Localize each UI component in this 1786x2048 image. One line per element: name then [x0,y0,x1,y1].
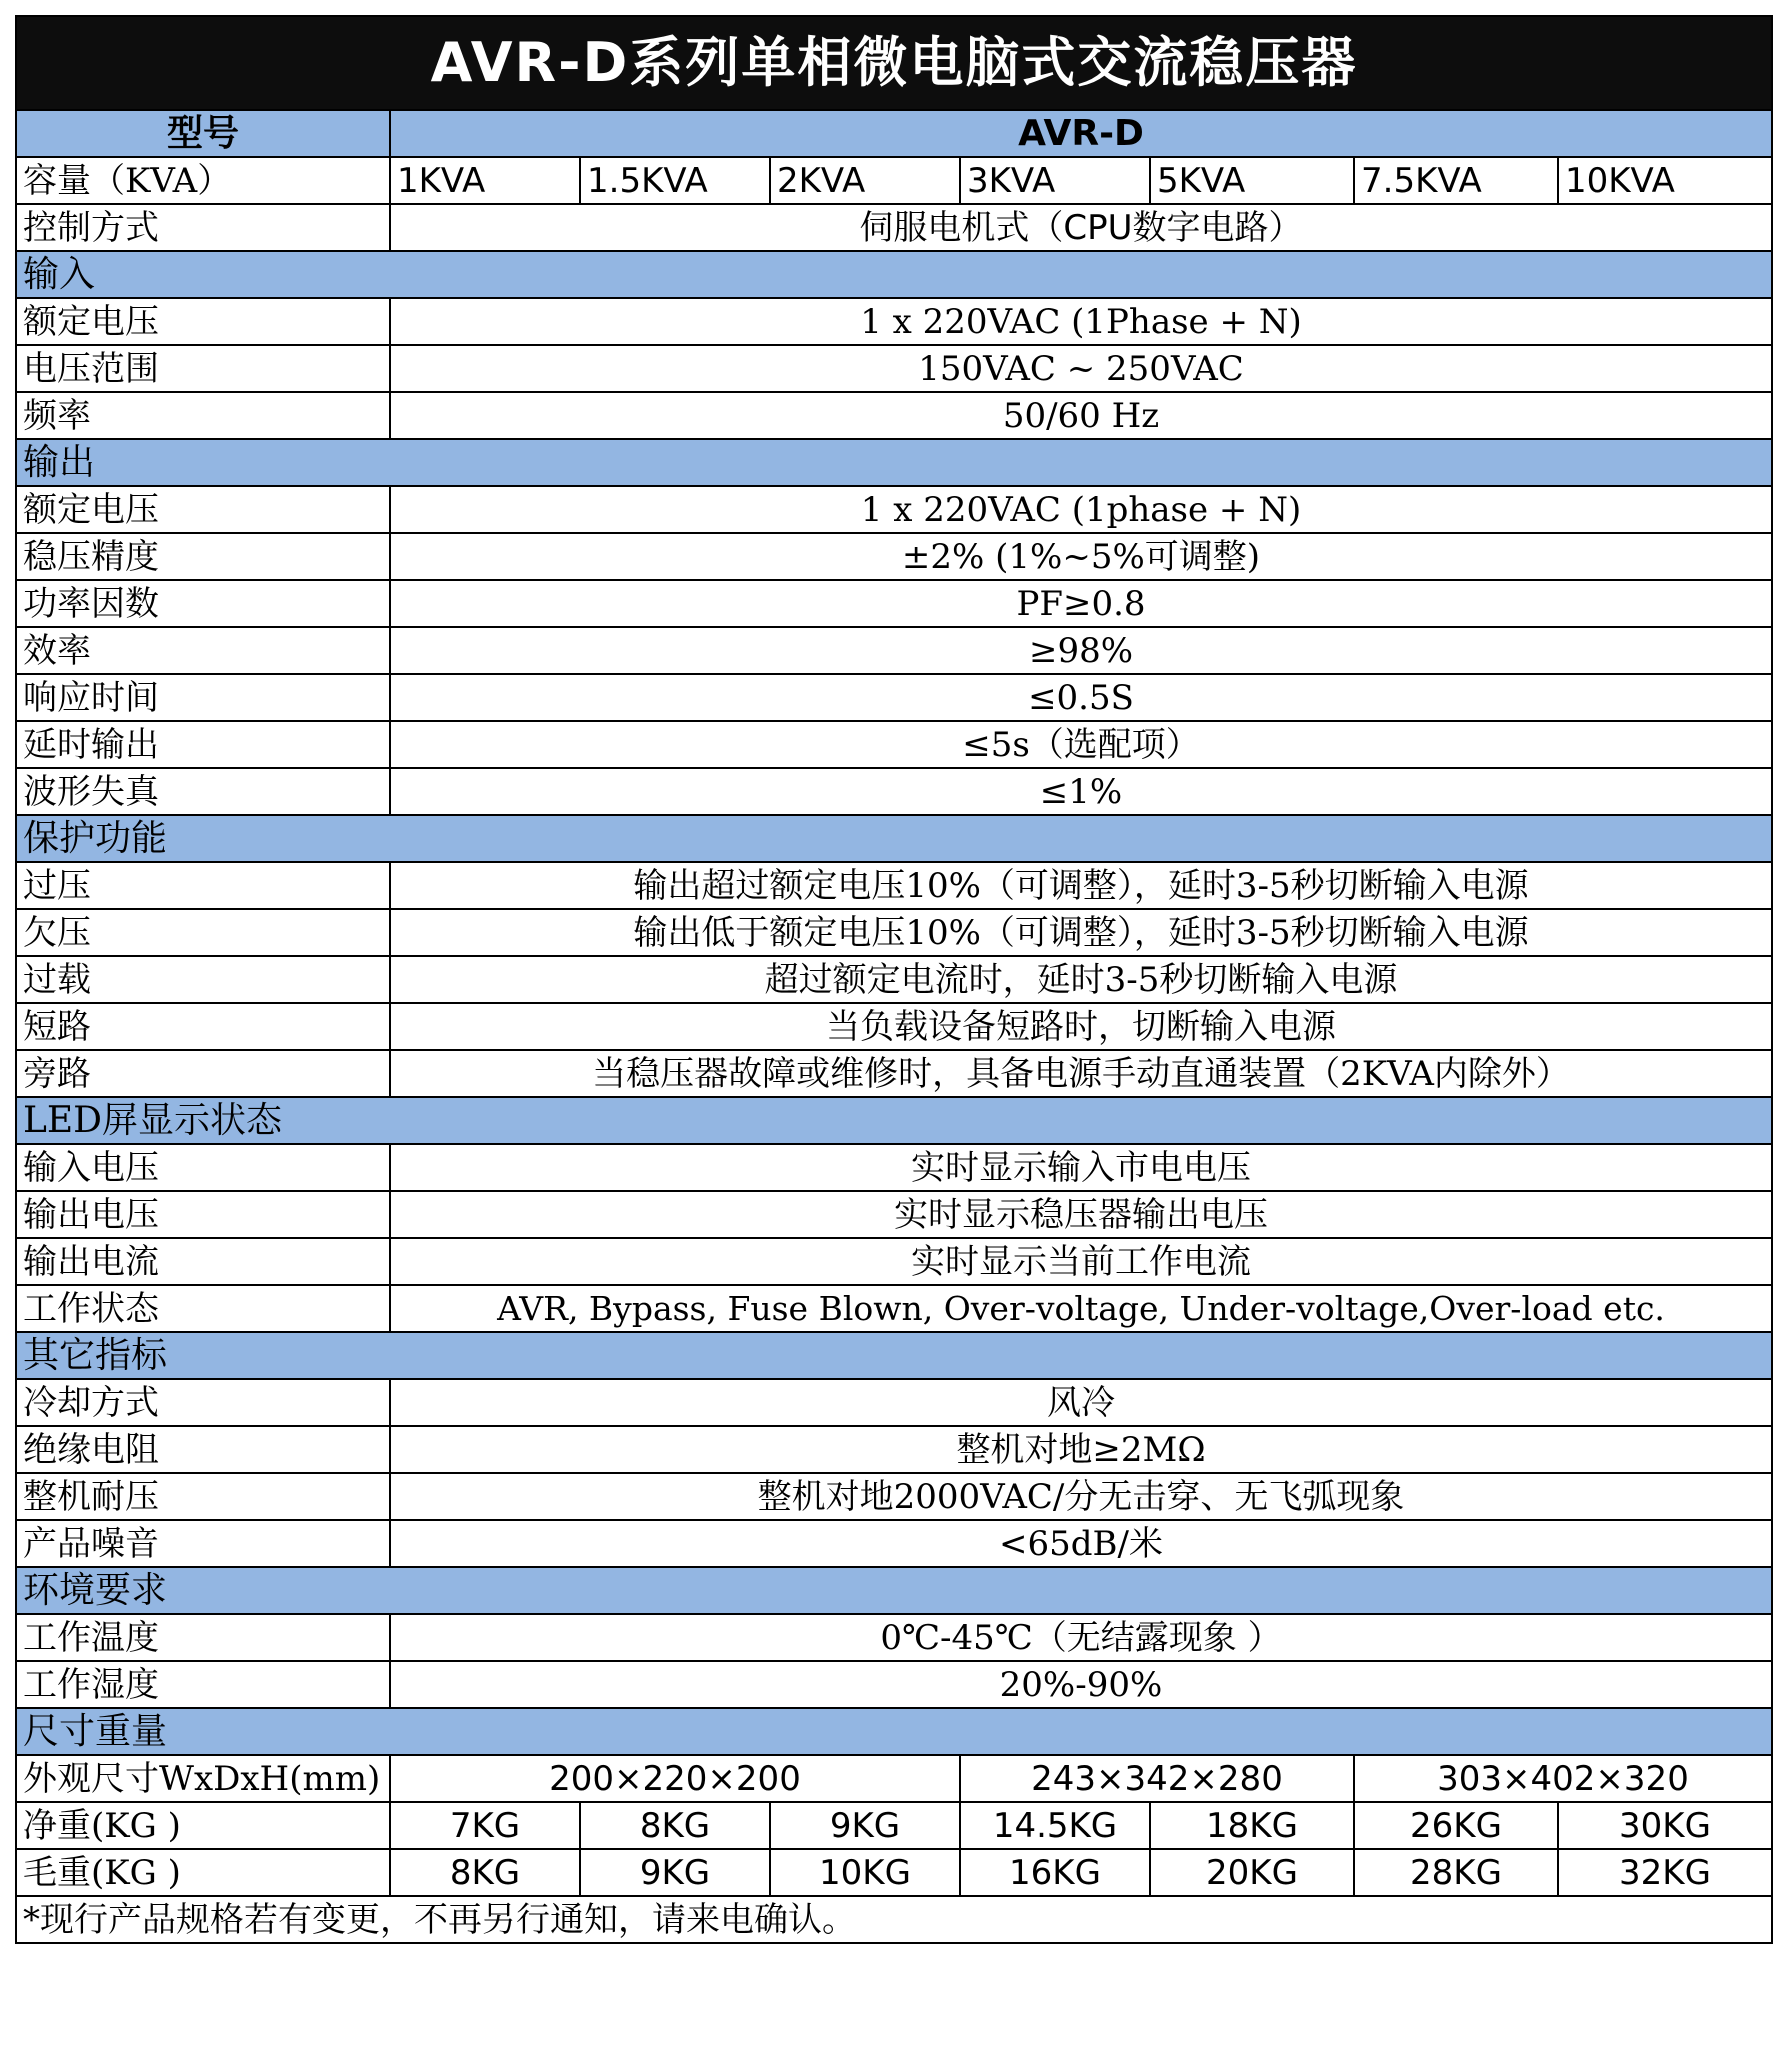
spec-row [16,298,1772,345]
spec-row [16,1050,1772,1097]
capacity-cell: 2KVA [770,157,960,204]
gross-weight-cell: 32KG [1558,1849,1772,1896]
dimensions-cell: 243×342×280 [960,1755,1354,1802]
spec-value: <65dB/米 [390,1520,1772,1567]
spec-label: 稳压精度 [16,533,390,580]
gross-weight-cell: 20KG [1150,1849,1354,1896]
gross-weight-row [16,1849,1772,1896]
spec-value: 0℃-45℃（无结露现象 ） [390,1614,1772,1661]
section-title: 环境要求 [16,1567,1772,1614]
spec-row [16,956,1772,1003]
spec-label: 频率 [16,392,390,439]
net-weight-cell: 8KG [580,1802,770,1849]
control-label: 控制方式 [16,204,390,251]
title-row [16,16,1772,110]
spec-label: 绝缘电阻 [16,1426,390,1473]
spec-value: 实时显示输入市电电压 [390,1144,1772,1191]
section-header-row [16,815,1772,862]
dimensions-cell: 200×220×200 [390,1755,960,1802]
net-weight-cell: 7KG [390,1802,580,1849]
spec-label: 输出电流 [16,1238,390,1285]
section-title: 其它指标 [16,1332,1772,1379]
spec-row [16,862,1772,909]
capacity-cell: 10KVA [1558,157,1772,204]
spec-row [16,1473,1772,1520]
net-weight-label: 净重(KG ) [16,1802,390,1849]
spec-value: 实时显示当前工作电流 [390,1238,1772,1285]
spec-label: 短路 [16,1003,390,1050]
spec-value: ≤1% [390,768,1772,815]
spec-value: 输出低于额定电压10%（可调整），延时3-5秒切断输入电源 [390,909,1772,956]
control-value: 伺服电机式（CPU数字电路） [390,204,1772,251]
spec-row [16,1379,1772,1426]
spec-label: 效率 [16,627,390,674]
footnote: *现行产品规格若有变更，不再另行通知，请来电确认。 [16,1896,1772,1943]
gross-weight-label: 毛重(KG ) [16,1849,390,1896]
section-header-row [16,1097,1772,1144]
spec-value: 整机对地2000VAC/分无击穿、无飞弧现象 [390,1473,1772,1520]
spec-label: 波形失真 [16,768,390,815]
spec-label: 工作温度 [16,1614,390,1661]
section-title: 尺寸重量 [16,1708,1772,1755]
spec-value: ≥98% [390,627,1772,674]
spec-row [16,486,1772,533]
spec-value: 1 x 220VAC (1Phase + N) [390,298,1772,345]
capacity-cell: 7.5KVA [1354,157,1558,204]
spec-value: 整机对地≥2MΩ [390,1426,1772,1473]
section-title: LED屏显示状态 [16,1097,1772,1144]
spec-label: 电压范围 [16,345,390,392]
spec-label: 整机耐压 [16,1473,390,1520]
net-weight-cell: 26KG [1354,1802,1558,1849]
spec-label: 输入电压 [16,1144,390,1191]
capacity-label: 容量（KVA） [16,157,390,204]
spec-label: 输出电压 [16,1191,390,1238]
spec-label: 功率因数 [16,580,390,627]
spec-row [16,721,1772,768]
spec-value: 50/60 Hz [390,392,1772,439]
spec-label: 延时输出 [16,721,390,768]
net-weight-row [16,1802,1772,1849]
spec-label: 额定电压 [16,298,390,345]
section-header-row [16,1708,1772,1755]
spec-value: 输出超过额定电压10%（可调整），延时3-5秒切断输入电源 [390,862,1772,909]
section-header-row [16,439,1772,486]
spec-table-body [16,16,1772,1943]
dimensions-cell: 303×402×320 [1354,1755,1772,1802]
spec-row [16,345,1772,392]
spec-value: 20%-90% [390,1661,1772,1708]
gross-weight-cell: 28KG [1354,1849,1558,1896]
spec-row [16,1614,1772,1661]
net-weight-cell: 18KG [1150,1802,1354,1849]
spec-value: AVR, Bypass, Fuse Blown, Over-voltage, Under-voltage,Over-load etc. [390,1285,1772,1332]
spec-label: 产品噪音 [16,1520,390,1567]
section-header-row [16,1567,1772,1614]
spec-value: 超过额定电流时，延时3-5秒切断输入电源 [390,956,1772,1003]
capacity-cell: 3KVA [960,157,1150,204]
capacity-cell: 1.5KVA [580,157,770,204]
spec-label: 冷却方式 [16,1379,390,1426]
gross-weight-cell: 16KG [960,1849,1150,1896]
spec-row [16,392,1772,439]
spec-row [16,533,1772,580]
gross-weight-cell: 9KG [580,1849,770,1896]
spec-value: PF≥0.8 [390,580,1772,627]
spec-label: 工作状态 [16,1285,390,1332]
section-title: 输出 [16,439,1772,486]
spec-row [16,768,1772,815]
capacity-cell: 5KVA [1150,157,1354,204]
page-title: AVR-D系列单相微电脑式交流稳压器 [16,16,1772,110]
section-title: 输入 [16,251,1772,298]
spec-row [16,580,1772,627]
spec-label: 过载 [16,956,390,1003]
spec-label: 旁路 [16,1050,390,1097]
spec-value: 150VAC ~ 250VAC [390,345,1772,392]
spec-row [16,1285,1772,1332]
spec-value: ≤5s（选配项） [390,721,1772,768]
model-label: 型号 [16,110,390,157]
footnote-row [16,1896,1772,1943]
spec-value: ≤0.5S [390,674,1772,721]
spec-value: 当负载设备短路时，切断输入电源 [390,1003,1772,1050]
spec-row [16,1003,1772,1050]
spec-label: 工作湿度 [16,1661,390,1708]
section-title: 保护功能 [16,815,1772,862]
dimensions-row [16,1755,1772,1802]
model-row [16,110,1772,157]
spec-label: 响应时间 [16,674,390,721]
spec-value: 1 x 220VAC (1phase + N) [390,486,1772,533]
gross-weight-cell: 10KG [770,1849,960,1896]
control-row [16,204,1772,251]
section-header-row [16,251,1772,298]
section-header-row [16,1332,1772,1379]
spec-row [16,1426,1772,1473]
spec-value: 当稳压器故障或维修时，具备电源手动直通装置（2KVA内除外） [390,1050,1772,1097]
capacity-row [16,157,1772,204]
spec-row [16,1238,1772,1285]
capacity-cell: 1KVA [390,157,580,204]
spec-row [16,1520,1772,1567]
model-value: AVR-D [390,110,1772,157]
spec-value: ±2% (1%~5%可调整) [390,533,1772,580]
spec-row [16,909,1772,956]
spec-row [16,1144,1772,1191]
spec-row [16,627,1772,674]
spec-value: 风冷 [390,1379,1772,1426]
spec-row [16,1191,1772,1238]
net-weight-cell: 14.5KG [960,1802,1150,1849]
spec-label: 欠压 [16,909,390,956]
spec-row [16,674,1772,721]
gross-weight-cell: 8KG [390,1849,580,1896]
net-weight-cell: 9KG [770,1802,960,1849]
dimensions-label: 外观尺寸WxDxH(mm) [16,1755,390,1802]
spec-value: 实时显示稳压器输出电压 [390,1191,1772,1238]
spec-row [16,1661,1772,1708]
spec-label: 额定电压 [16,486,390,533]
spec-label: 过压 [16,862,390,909]
net-weight-cell: 30KG [1558,1802,1772,1849]
spec-table [15,15,1773,1944]
